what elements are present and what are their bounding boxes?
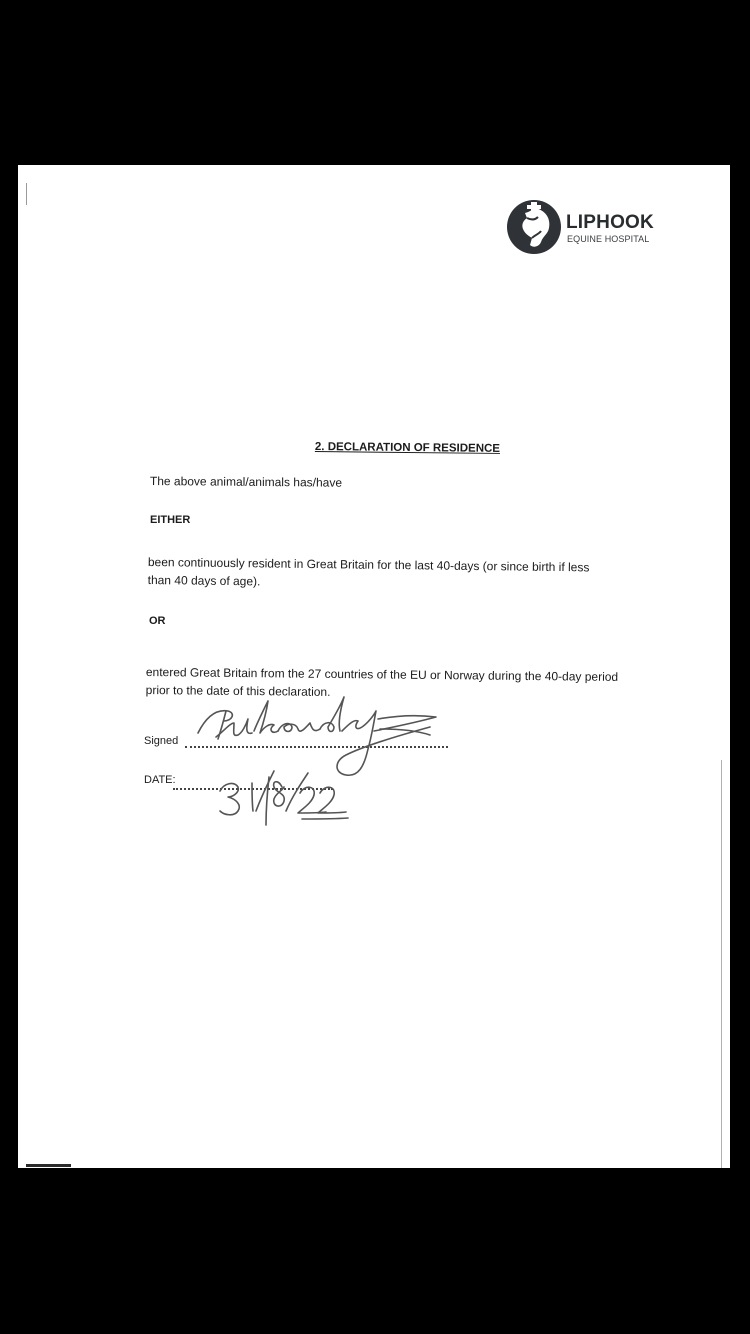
logo-subtitle: EQUINE HOSPITAL [567, 234, 650, 244]
either-label: EITHER [150, 514, 191, 526]
handwritten-signature-and-date [168, 687, 458, 827]
option-one-text [148, 553, 590, 594]
section-heading: 2. DECLARATION OF RESIDENCE [314, 441, 501, 455]
or-label: OR [149, 615, 166, 627]
page-edge-bottom [26, 1164, 71, 1167]
top-black-band [0, 0, 750, 165]
bottom-black-band [0, 1168, 750, 1334]
intro-text: The above animal/animals has/have [149, 474, 343, 490]
option-one-line-1: been continuously resident in Great Britain for the last 40-days (or since birth if less [147, 554, 590, 575]
date-label: DATE: [144, 774, 176, 786]
logo-name: LIPHOOK [566, 212, 654, 233]
option-one-line-2: than 40 days of age). [147, 572, 261, 589]
option-two-line-1: entered Great Britain from the 27 countries of the EU or Norway during the 40-day period [145, 664, 619, 684]
page-edge-right [721, 760, 722, 1168]
option-two-line-2: prior to the date of this declaration. [145, 682, 331, 699]
horse-head-logo-icon [505, 198, 563, 256]
hospital-logo [505, 198, 675, 258]
signed-label: Signed [144, 735, 179, 747]
page-edge-left [26, 183, 27, 205]
document-page [18, 165, 730, 1168]
